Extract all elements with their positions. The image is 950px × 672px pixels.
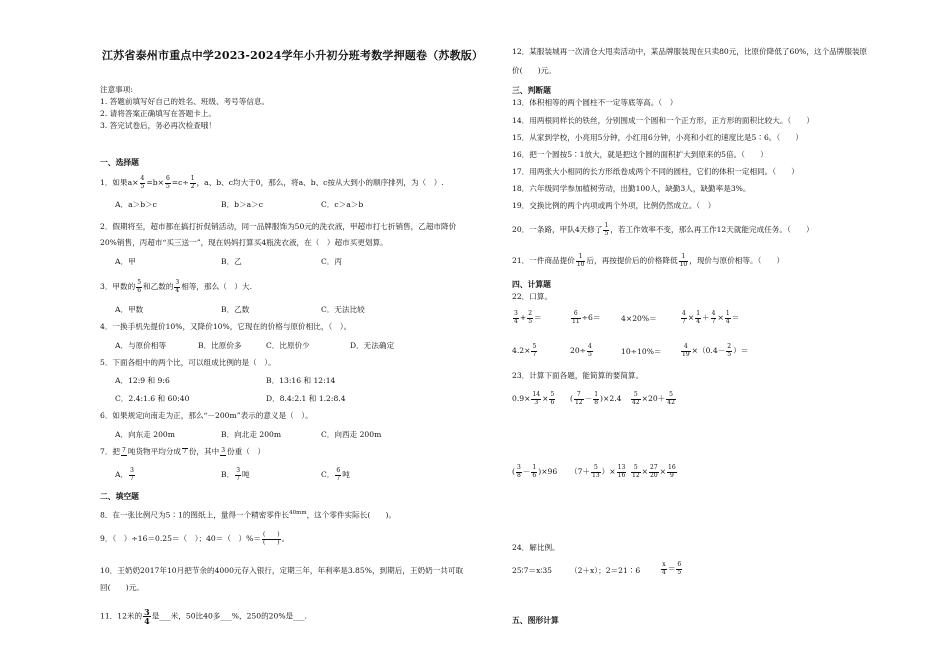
option: C．向西走 200m — [321, 430, 382, 439]
option: A．甲数 — [115, 305, 144, 314]
question-1: 1．如果a× $\frac{4}{5}$ =b× $\frac{6}{5}$ =c÷ $\frac{1}{2}$ ，a、b、c均大于0，那么，将a、b、c按从大到小的顺序排列，为（ ）. — [100, 175, 444, 190]
calc-item: $\frac{5}{42}$ ×20＋ $\frac{5}{42}$ — [632, 391, 675, 406]
fraction: $\frac{4}{7}$ — [711, 310, 716, 325]
question-23: 23．计算下面各题，能简算的要简算。 — [512, 371, 644, 380]
fraction: $\frac{5}{12}$ — [632, 464, 640, 479]
fraction: $\frac{1}{6}$ — [532, 464, 537, 479]
calc-item: （2＋x）；2＝21∶6 — [570, 566, 641, 575]
fraction: $\frac{5}{6}$ — [550, 391, 555, 406]
question-20: 20．一条路，甲队4天修了 $\frac{1}{5}$ ，若工作效率不变，那么再工作12天就能完成任务。（ ） — [512, 222, 814, 237]
question-11: 11．12米的 $\frac{3}{4}$ 是___米，50比40多___%，250的20%是___. — [100, 607, 307, 626]
question-15: 15．从家到学校，小亮用5分钟，小红用6分钟，小亮和小红的速度比是5∶6。（ ） — [512, 133, 803, 142]
fraction: $\frac{4}{7}$ — [682, 310, 686, 325]
question-2: 2．假期将至，超市都在搞打折促销活动，同一品牌服饰为50元的洗衣液，甲超市打七折销售，乙超市降价 — [100, 222, 457, 231]
fraction: $\frac{3}{4}$ — [175, 279, 180, 294]
fraction: $\frac{3}{7}$ — [130, 467, 134, 482]
fraction: $\frac{13}{16}$ — [617, 464, 626, 479]
fraction: $\frac{2}{5}$ — [727, 343, 732, 358]
fraction: $\frac{6}{11}$ — [572, 310, 580, 325]
question-12-cont: 价( )元。 — [512, 66, 556, 75]
option: C．丙 — [321, 257, 342, 266]
question-22: 22．口算。 — [512, 292, 553, 301]
fraction: $\frac{3}{4}$ — [514, 310, 518, 325]
fraction: 7 — [122, 447, 126, 455]
fraction: $\frac{1}{4}$ — [725, 310, 730, 325]
fraction: 7 — [183, 448, 187, 456]
question-17: 17．用两张大小相同的长方形纸卷成两个不同的圆柱，它们的体积一定相同。（ ） — [512, 167, 799, 176]
calc-item: 0.9× $\frac{14}{3}$ × $\frac{5}{6}$ — [512, 391, 555, 406]
fraction: $\frac{27}{20}$ — [650, 464, 658, 479]
question-16: 16．把一个圆按5∶1放大，就是把这个圆的面积扩大到原来的5倍。（ ） — [512, 150, 768, 159]
fraction: $\frac{x}{4}$ — [662, 561, 666, 576]
option: C．2.4:1.6 和 60:40 — [115, 394, 190, 403]
fraction: $\frac{5}{42}$ — [667, 391, 675, 406]
question-3: 3．甲数的 $\frac{5}{6}$ 和乙数的 $\frac{3}{4}$ 相等，那么（ ）大. — [100, 279, 253, 294]
calc-item: （7＋ $\frac{5}{13}$ ）× $\frac{13}{16}$ — [570, 464, 626, 479]
fraction: $\frac{2}{5}$ — [528, 310, 533, 325]
calc-item: 20÷ $\frac{4}{5}$ — [570, 343, 592, 358]
question-5: 5．下面各组中的两个比，可以组成比例的是（ ）。 — [100, 358, 276, 367]
question-21: 21．一件商品提价 $\frac{1}{10}$ 后，再按提价后的价格降低 $\frac{1}{10}$ ，现价与原价相等。（ ） — [512, 253, 785, 268]
fraction: $\frac{1}{10}$ — [679, 253, 688, 268]
notice-item: 1. 答题前填写好自己的姓名、班级、考号等信息。 — [100, 97, 270, 106]
question-6: 6．如果规定向南走为正，那么“－200m”表示的意义是（ ）。 — [100, 411, 313, 420]
question-19: 19．交换比例的两个内项或两个外项，比例仍然成立。（ ） — [512, 201, 716, 210]
question-9: 9．（ ）÷16＝0.25＝（ ）；40＝（ ）%＝ $\frac{( )}{( )}$ 。 — [100, 531, 290, 546]
calc-item: 25∶7＝x∶35 — [512, 566, 552, 575]
fraction: $\frac{1}{4}$ — [696, 310, 701, 325]
option: B．向北走 200m — [221, 430, 282, 439]
fraction: $\frac{16}{9}$ — [668, 464, 676, 479]
option: D．无法确定 — [350, 341, 395, 350]
notice-item: 2. 请将答案正确填写在答题卡上。 — [100, 109, 216, 118]
calc-item: ( $\frac{7}{12}$ － $\frac{1}{8}$ )×2.4 — [570, 391, 622, 406]
calc-item: 10÷10%＝ — [621, 347, 662, 356]
fraction: $\frac{1}{5}$ — [604, 222, 609, 237]
section-heading-judge: 三、判断题 — [512, 86, 551, 95]
blank-fraction: $\frac{( )}{( )}$ — [262, 531, 280, 546]
option: B．比原价多 — [198, 341, 242, 350]
calc-item: 4×20%＝ — [621, 314, 657, 323]
fraction: $\frac{3}{4}$ — [144, 607, 150, 626]
section-heading-fill: 二、填空题 — [100, 492, 139, 501]
fraction: $\frac{5}{42}$ — [632, 391, 640, 406]
calc-item: ( $\frac{3}{8}$ － $\frac{1}{6}$ )×96 — [512, 464, 558, 479]
fraction: $\frac{6}{5}$ — [677, 561, 682, 576]
question-10-cont: 回( )元。 — [100, 583, 144, 592]
calc-item: $\frac{3}{4}$ + $\frac{2}{5}$ ＝ — [514, 310, 542, 325]
question-13: 13．体积相等的两个圆柱不一定等底等高。（ ） — [512, 98, 678, 107]
calc-item: $\frac{4}{19}$ ×（0.4－ $\frac{2}{5}$ ）＝ — [682, 343, 749, 358]
question-12: 12．某服装城再一次清仓大甩卖活动中，某品牌服装现在只卖80元，比原价降低了60%，这个品牌服装原 — [512, 47, 868, 56]
fraction: $\frac{3}{7}$ — [236, 467, 241, 482]
fraction: $\frac{1}{10}$ — [576, 253, 585, 268]
page-title: 江苏省泰州市重点中学2023-2024学年小升初分班考数学押题卷（苏教版） — [102, 49, 484, 62]
calc-item: $\frac{x}{4}$ ＝ $\frac{6}{5}$ — [662, 561, 682, 576]
calc-item: 4.2× $\frac{5}{7}$ — [512, 343, 537, 358]
fraction: 3 — [221, 447, 226, 455]
fraction: $\frac{7}{12}$ — [574, 391, 583, 406]
option: A．与原价相等 — [115, 341, 167, 350]
option: C．比原价少 — [266, 341, 310, 350]
section-heading-calc: 四、计算题 — [512, 280, 551, 289]
calc-item: $\frac{4}{7}$ × $\frac{1}{4}$ ＋ $\frac{4}{7}$ × $\frac{1}{4}$ ＝ — [682, 310, 740, 325]
question-18: 18．六年级同学参加植树劳动，出勤100人，缺勤3人，缺勤率是3%。 — [512, 184, 751, 193]
question-14: 14．用两根同样长的铁丝，分别围成一个圆和一个正方形，正方形的面积比较大。（ ） — [512, 116, 815, 125]
notice-item: 3. 答完试卷后，务必再次检查哦！ — [100, 121, 216, 130]
fraction: $\frac{4}{5}$ — [588, 343, 592, 358]
question-4: 4．一换手机先提价10%，又降价10%，它现在的价格与原价相比，（ ）。 — [100, 322, 352, 331]
option: A． $\frac{3}{7}$ — [115, 467, 134, 482]
fraction: $\frac{6}{5}$ — [165, 175, 170, 190]
fraction: $\frac{1}{2}$ — [190, 175, 195, 190]
option: A．向东走 200m — [115, 430, 175, 439]
option: B．乙 — [221, 257, 242, 266]
option: C．无法比较 — [321, 305, 365, 314]
option: A．甲 — [115, 257, 136, 266]
calc-item: $\frac{6}{11}$ ÷6＝ — [572, 310, 601, 325]
fraction: $\frac{6}{7}$ — [336, 467, 341, 482]
option: C． $\frac{6}{7}$ 吨 — [321, 467, 350, 482]
fraction: $\frac{5}{6}$ — [137, 279, 142, 294]
question-24: 24．解比例。 — [512, 543, 560, 552]
option: A．a＞b＞c — [115, 200, 157, 209]
calc-item: $\frac{5}{12}$ × $\frac{27}{20}$ × $\frac{16}{9}$ — [632, 464, 676, 479]
option: A．12:9 和 9:6 — [115, 376, 170, 385]
option: C．c＞a＞b — [321, 200, 364, 209]
option: B． $\frac{3}{7}$ 吨 — [221, 467, 250, 482]
question-10: 10．王奶奶2017年10月把节余的4000元存入银行，定期三年，年利率是3.85%，到期后，王奶奶一共可取 — [100, 566, 464, 575]
option: B．b＞a＞c — [221, 200, 264, 209]
notice-heading: 注意事项: — [100, 85, 133, 94]
fraction: $\frac{1}{8}$ — [594, 391, 599, 406]
section-heading-choice: 一、选择题 — [100, 158, 139, 167]
option: B．乙数 — [221, 305, 250, 314]
fraction: $\frac{5}{7}$ — [532, 343, 537, 358]
fraction: $\frac{5}{13}$ — [592, 464, 600, 479]
question-2-cont: 20%销售，丙超市“买三送一”，现在妈妈打算买4瓶洗衣液，在（ ）超市买更划算。 — [100, 238, 388, 247]
question-8: 8．在一张比例尺为5∶1的图纸上，量得一个精密零件长$^{40mm}$，这个零件实际长( )。 — [100, 510, 397, 520]
option: B．13:16 和 12:14 — [266, 376, 336, 385]
question-7: 7．把 7 吨货物平均分成 7 份，其中 3 份重（ ） — [100, 447, 266, 456]
fraction: $\frac{4}{19}$ — [682, 343, 690, 358]
section-heading-figure: 五、图形计算 — [512, 616, 559, 625]
option: D．8.4:2.1 和 1.2:8.4 — [266, 394, 346, 403]
fraction: $\frac{3}{8}$ — [516, 464, 521, 479]
fraction: $\frac{4}{5}$ — [140, 175, 145, 190]
fraction: $\frac{14}{3}$ — [532, 391, 541, 406]
